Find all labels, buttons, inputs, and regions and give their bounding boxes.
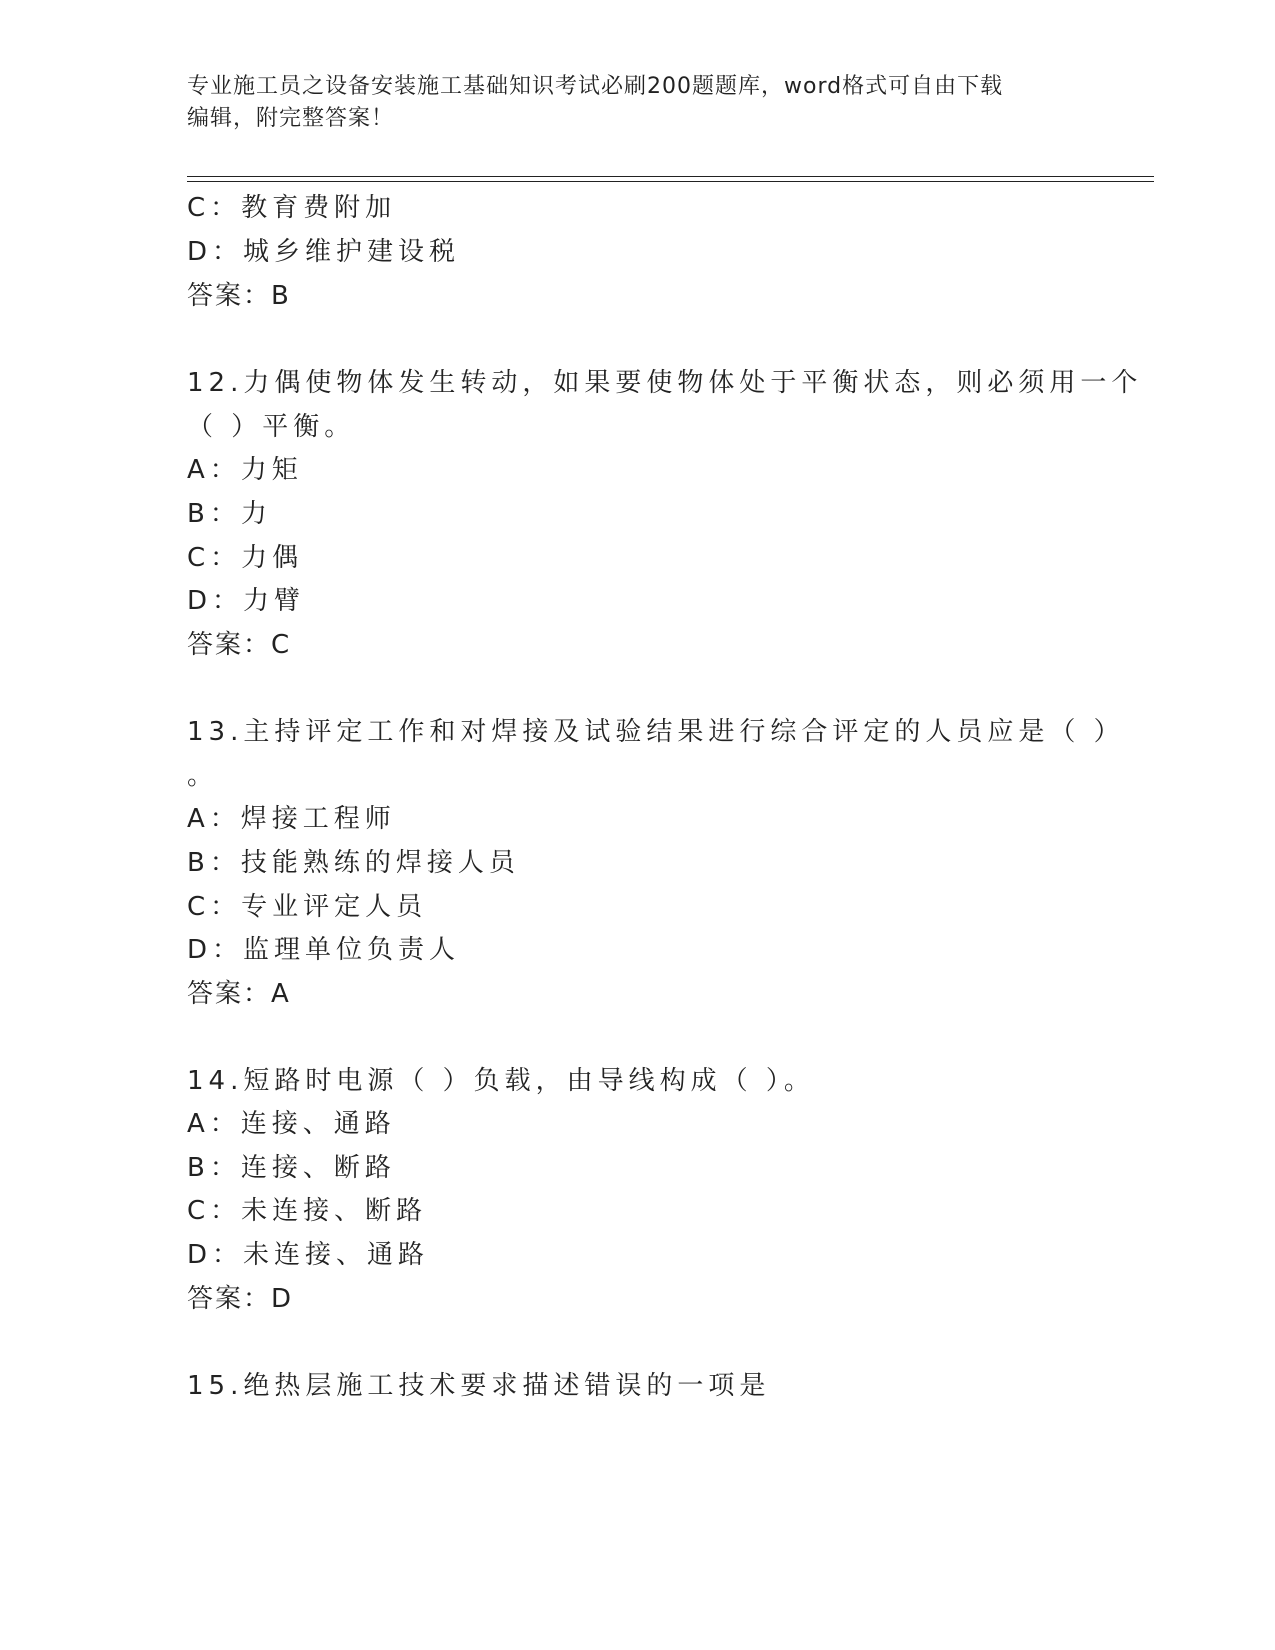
q11-option-d: D：城乡维护建设税: [187, 237, 461, 267]
header-rule-top: [187, 176, 1154, 177]
q14-answer: 答案：D: [187, 1284, 294, 1314]
q11-answer: 答案：B: [187, 281, 291, 311]
q13-option-c: C：专业评定人员: [187, 892, 428, 922]
q15-stem: 15.绝热层施工技术要求描述错误的一项是: [187, 1371, 771, 1401]
q14-option-c: C：未连接、断路: [187, 1196, 428, 1226]
q13-stem-line-2: 。: [187, 761, 214, 791]
q12-option-a: A：力矩: [187, 455, 303, 485]
q13-answer: 答案：A: [187, 979, 291, 1009]
q13-option-a: A：焊接工程师: [187, 804, 396, 834]
q12-answer: 答案：C: [187, 630, 292, 660]
header-title-line-1: 专业施工员之设备安装施工基础知识考试必刷200题题库，word格式可自由下载: [187, 74, 1004, 99]
q13-option-b: B：技能熟练的焊接人员: [187, 848, 520, 878]
q14-option-b: B：连接、断路: [187, 1153, 396, 1183]
q14-option-d: D：未连接、通路: [187, 1240, 430, 1270]
q12-stem-line-1: 12.力偶使物体发生转动，如果要使物体处于平衡状态，则必须用一个: [187, 368, 1143, 398]
q12-stem-line-2: （ ）平衡。: [187, 412, 356, 442]
q11-option-c: C：教育费附加: [187, 193, 397, 223]
q12-option-b: B：力: [187, 499, 272, 529]
header-title-line-2: 编辑，附完整答案！: [187, 106, 395, 131]
q13-stem-line-1: 13.主持评定工作和对焊接及试验结果进行综合评定的人员应是（ ）: [187, 717, 1125, 747]
q12-option-d: D：力臂: [187, 586, 306, 616]
q14-stem: 14.短路时电源（ ）负载，由导线构成（ ）。: [187, 1066, 815, 1096]
q12-option-c: C：力偶: [187, 543, 304, 573]
header-rule-bottom: [187, 181, 1154, 182]
q13-option-d: D：监理单位负责人: [187, 935, 461, 965]
q14-option-a: A：连接、通路: [187, 1109, 396, 1139]
